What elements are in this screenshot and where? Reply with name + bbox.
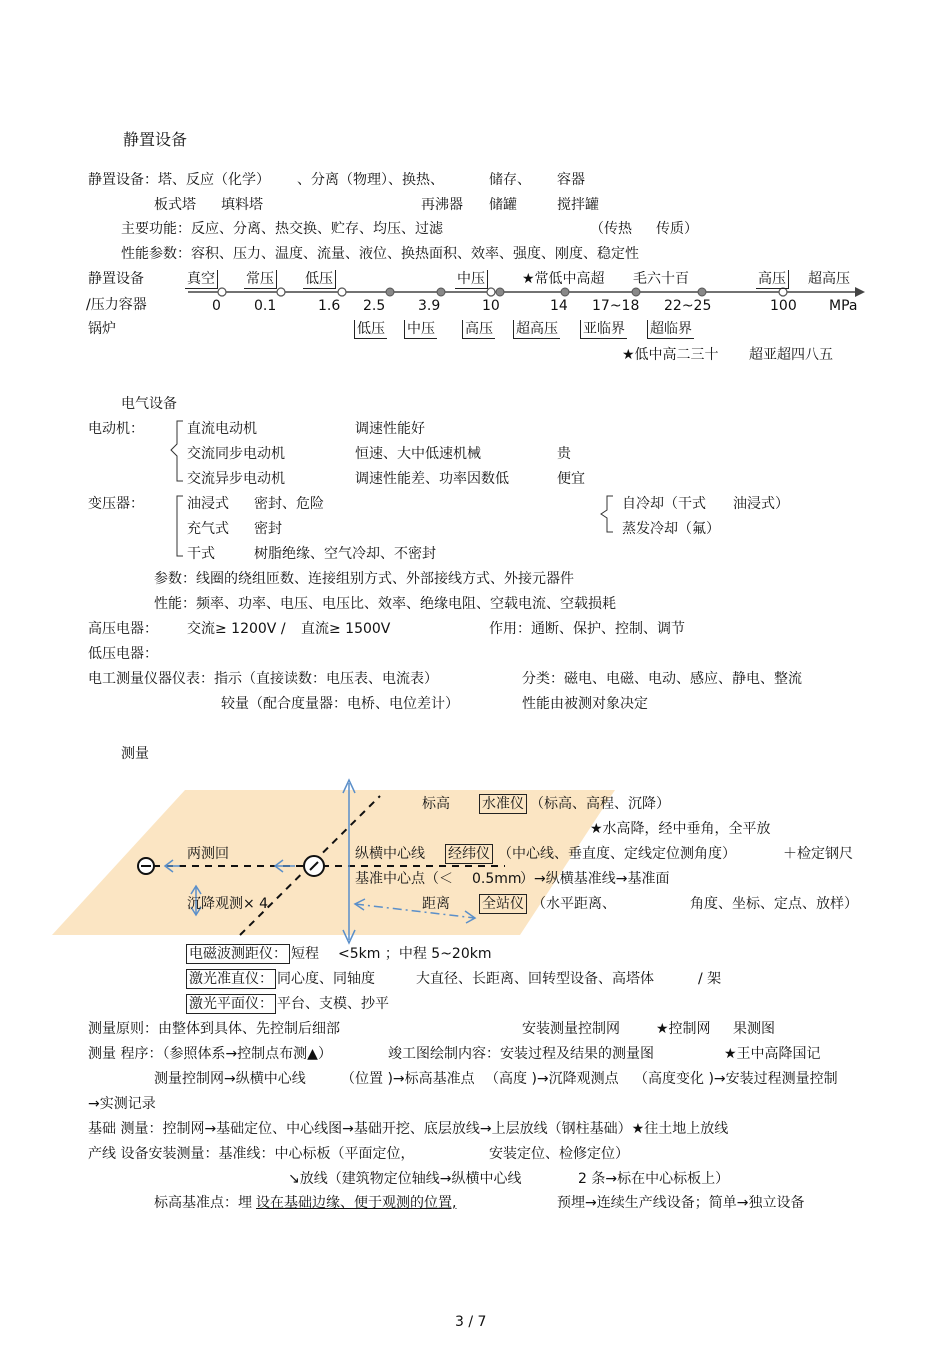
laser-use: 同心度、同轴度 (277, 971, 375, 987)
bottom-label-subcritical: 亚临界 (580, 320, 627, 339)
tick-10: 10 (482, 298, 500, 314)
survey-base-tail: ）→纵横基准线→基准面 (520, 871, 670, 887)
survey-control-net2: ★控制网 (656, 1021, 711, 1037)
meter-class: 分类：磁电、电磁、电动、感应、静电、整流 (522, 671, 802, 687)
static-parameters: 性能参数：容积、压力、温度、流量、液位、换热面积、效率、强度、刚度、稳定性 (121, 246, 639, 262)
motor-sync: 交流同步电动机 (187, 446, 285, 462)
laser-plane-use: 平台、支模、抄平 (277, 996, 389, 1012)
mnemonic-b: 超亚超四八五 (749, 347, 833, 363)
survey-install-a: 产线 设备安装测量：基准线：中心标板（平面定位， (88, 1146, 415, 1162)
survey-level-note: ★水高降，经中垂角，全平放 (590, 821, 771, 837)
section-title-survey: 测量 (121, 746, 149, 762)
lv-label: 低压电器： (88, 646, 158, 662)
static-functions: 主要功能：反应、分离、热交换、贮存、均压、过滤 (121, 221, 443, 237)
scale-label-boiler: 锅炉 (88, 321, 116, 337)
trans-oil: 油浸式 (187, 496, 229, 512)
survey-setout-b: 2 条→标在中心标板上） (578, 1171, 730, 1187)
survey-level-use: （标高、高程、沉降） (530, 796, 670, 812)
static-row2-d: 储罐 (489, 197, 517, 213)
hv-label: 高压电器： (88, 621, 158, 637)
static-row2-b: 填料塔 (221, 197, 263, 213)
survey-theodolite: 经纬仪 (445, 844, 493, 864)
tick-0.1: 0.1 (254, 298, 277, 314)
survey-total-use2: 角度、坐标、定点、放样） (690, 896, 858, 912)
laser-use2: 大直径、长距离、回转型设备、高塔体 (416, 971, 654, 987)
tick-14: 14 (550, 298, 568, 314)
laser-plane: 激光平面仪： (186, 994, 276, 1014)
survey-benchmark-a: 标高基准点：埋 (154, 1195, 252, 1211)
tick-unit: MPa (829, 298, 858, 314)
survey-steel-tape: ＋检定钢尺 (783, 846, 853, 862)
transformer-brace (177, 496, 183, 556)
survey-twice: 两测回 (187, 846, 229, 862)
static-row1-d: 容器 (557, 172, 585, 188)
survey-distance: 距离 (422, 896, 450, 912)
transformer-label: 变压器： (88, 496, 144, 512)
cooling-evap: 蒸发冷却（氟） (622, 521, 720, 537)
trans-dry-note: 树脂绝缘、空气冷却、不密封 (254, 546, 436, 562)
top-label-medium: 中压 (455, 270, 488, 289)
static-row2-a: 板式塔 (154, 197, 196, 213)
survey-benchmark-b: 设在基础边缘、便于观测的位置, (256, 1195, 457, 1211)
trans-params: 参数：线圈的绕组匝数、连接组别方式、外部接线方式、外接元器件 (154, 571, 574, 587)
cooling-brace (601, 496, 613, 532)
static-functions-note-b: 传质） (656, 221, 698, 237)
top-label-mnemonic: ★常低中高超 (522, 271, 605, 287)
left-instrument-icon (138, 858, 154, 874)
bottom-label-high: 高压 (462, 320, 495, 339)
laser-collimator: 激光准直仪： (186, 969, 276, 989)
survey-mm: 0.5mm (472, 871, 522, 887)
survey-record: →实测记录 (88, 1096, 156, 1112)
bottom-label-supercritical: 超临界 (647, 320, 694, 339)
survey-result-map: 果测图 (733, 1021, 775, 1037)
survey-level-instrument: 水准仪 (479, 794, 527, 814)
tick-2.5: 2.5 (363, 298, 386, 314)
survey-chain-a: 测量控制网→纵横中心线 (154, 1071, 306, 1087)
tick-1.6: 1.6 (318, 298, 341, 314)
bottom-label-medium: 中压 (404, 320, 437, 339)
bottom-label-low: 低压 (354, 320, 387, 339)
laser-use3: / 架 (698, 971, 722, 987)
survey-chain-b: （位置 )→标高基准点 (341, 1071, 475, 1087)
em-use2: <5km ；中程 5~20km (338, 946, 492, 962)
cooling-self-b: 油浸式） (733, 496, 789, 512)
survey-mnemonic: ★王中高降国记 (724, 1046, 821, 1062)
em-use: 短程 (291, 946, 319, 962)
survey-install-b: 安装定位、检修定位） (489, 1146, 629, 1162)
top-label-vacuum: 真空 (185, 270, 218, 289)
survey-total-station: 全站仪 (479, 894, 527, 914)
survey-control-net: 安装测量控制网 (522, 1021, 620, 1037)
motor-sync-cost: 贵 (557, 446, 571, 462)
section-title-electric: 电气设备 (121, 396, 177, 412)
hv-ac: 交流≥ 1200V / (187, 621, 286, 637)
static-row2-e: 搅拌罐 (557, 197, 599, 213)
hv-role: 作用：通断、保护、控制、调节 (489, 621, 685, 637)
axis-arrow-icon (855, 287, 865, 297)
motor-async-cost: 便宜 (557, 471, 585, 487)
motor-sync-note: 恒速、大中低速机械 (355, 446, 481, 462)
motor-async-note: 调速性能差、功率因数低 (355, 471, 509, 487)
page-number: 3 / 7 (455, 1314, 487, 1330)
survey-benchmark-c: 预埋→连续生产线设备；简单→独立设备 (557, 1195, 805, 1211)
static-functions-note-a: （传热 (590, 221, 632, 237)
top-label-high: 高压 (756, 270, 789, 289)
static-row1-b: 、分离（物理）、换热、 (297, 172, 444, 188)
tick-3.9: 3.9 (418, 298, 441, 314)
motor-dc: 直流电动机 (187, 421, 257, 437)
center-instrument-icon (304, 856, 324, 876)
survey-total-use: （水平距离、 (532, 896, 616, 912)
survey-theodolite-use: （中心线、垂直度、定线定位测角度） (498, 846, 736, 862)
scale-label-vessel: /压力容器 (86, 297, 147, 313)
meter-compare: 较量（配合度量器：电桥、电位差计） (221, 696, 459, 712)
motor-async: 交流异步电动机 (187, 471, 285, 487)
survey-procedure: 测量 程序：（参照体系→控制点布测▲） (88, 1046, 332, 1062)
survey-axis: 纵横中心线 (355, 846, 425, 862)
static-row1-c: 储存、 (489, 172, 531, 188)
tick-100: 100 (770, 298, 797, 314)
top-label-ultrahigh: 超高压 (808, 271, 850, 287)
top-label-mnemonic2: 毛六十百 (633, 271, 689, 287)
survey-chain-d: （高度变化 )→安装过程测量控制 (634, 1071, 838, 1087)
mnemonic-a: ★低中高二三十 (622, 347, 719, 363)
survey-settle: 沉降观测× 4 (187, 896, 269, 912)
meter-indicator: 电工测量仪器仪表：指示（直接读数：电压表、电流表） (88, 671, 438, 687)
tick-22-25: 22~25 (664, 298, 712, 314)
survey-setout-a: ↘放线（建筑物定位轴线→纵横中心线 (288, 1171, 522, 1187)
meter-perf: 性能由被测对象决定 (522, 696, 648, 712)
trans-dry: 干式 (187, 546, 215, 562)
hv-dc: 直流≥ 1500V (301, 621, 391, 637)
trans-oil-note: 密封、危险 (254, 496, 324, 512)
motor-label: 电动机： (88, 421, 144, 437)
top-label-normal: 常压 (244, 270, 277, 289)
survey-principle: 测量原则：由整体到具体、先控制后细部 (88, 1021, 340, 1037)
bottom-label-ultrahigh: 超高压 (513, 320, 560, 339)
survey-asbuilt: 竣工图绘制内容：安装过程及结果的测量图 (388, 1046, 654, 1062)
tick-17-18: 17~18 (592, 298, 640, 314)
section-title-static: 静置设备 (123, 130, 188, 149)
em-distance-meter: 电磁波测距仪： (186, 944, 290, 964)
motor-dc-note: 调速性能好 (355, 421, 425, 437)
static-row1-a: 静置设备：塔、反应（化学） (88, 172, 270, 188)
survey-base: 基准中心点（＜ (355, 871, 453, 887)
motor-brace (171, 421, 183, 481)
trans-perf: 性能：频率、功率、电压、电压比、效率、绝缘电阻、空载电流、空载损耗 (154, 596, 616, 612)
static-row2-c: 再沸器 (421, 197, 463, 213)
survey-elev: 标高 (422, 796, 450, 812)
trans-gas: 充气式 (187, 521, 229, 537)
top-label-low: 低压 (303, 270, 336, 289)
survey-foundation: 基础 测量：控制网→基础定位、中心线图→基础开挖、底层放线→上层放线（钢柱基础）★往土地上放线 (88, 1121, 729, 1137)
trans-gas-note: 密封 (254, 521, 282, 537)
cooling-self-a: 自冷却（干式 (622, 496, 706, 512)
survey-chain-c: （高度 )→沉降观测点 (485, 1071, 619, 1087)
scale-label-static: 静置设备 (88, 271, 144, 287)
tick-0: 0 (212, 298, 221, 314)
